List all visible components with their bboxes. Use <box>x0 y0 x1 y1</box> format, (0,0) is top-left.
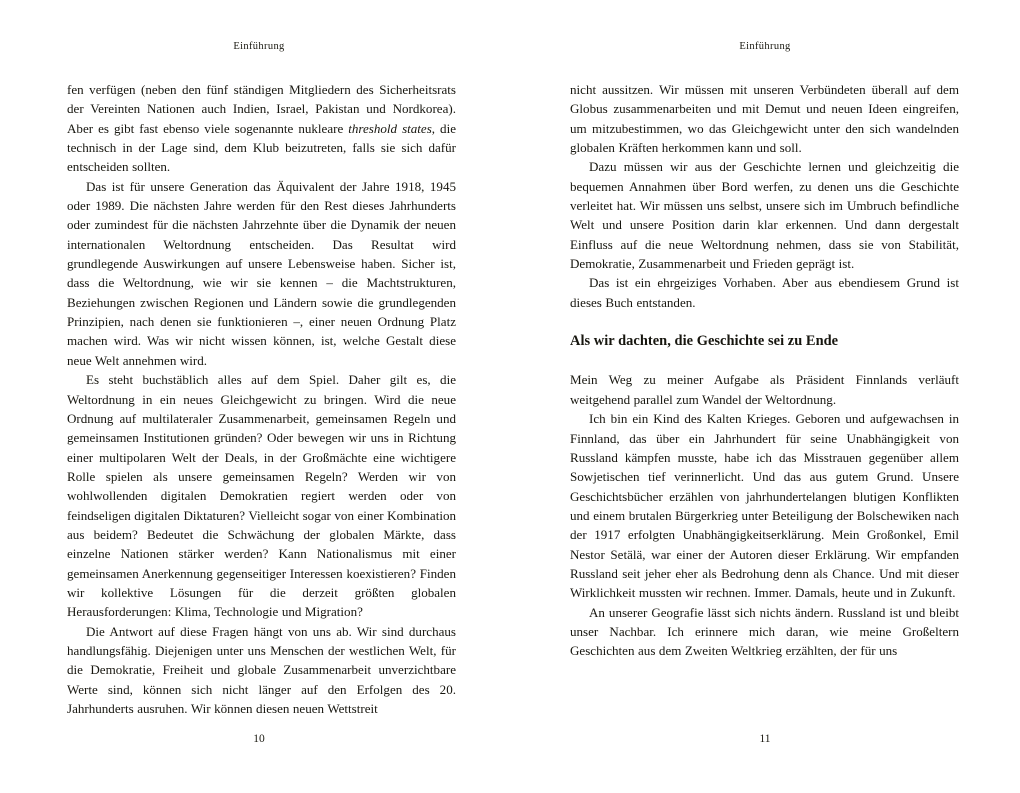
paragraph <box>67 80 456 177</box>
text-run: Es steht buchstäblich alles auf dem Spiel. Daher gilt es, die Weltordnung in ein neues Gleichgewicht zu bringen. Wird die neue Ordnung auf multilateraler Zusammenarbeit, gemeinsamen Regeln und gemeinsamen Institutionen gründen? Oder bewegen wir uns in Richtung einer multipolaren Welt der Deals, in der Großmächte eine wichtigere Rolle spielen als unsere gemeinsamen Regeln? Werden wir von wohlwollenden digitalen Demokratien regiert werden oder von feindseligen digitalen Diktaturen? Vielleicht sogar von einer Kombination aus beidem? Bedeutet die Schwächung der globalen Märkte, dass einzelne Nationen stärker werden? Kann Nationalismus mit einer gemeinsamen Anerkennung gegenseitiger Interessen koexistieren? Finden wir kollektive Lösungen für die derzeit größten globalen Herausforderungen: Klima, Technologie und Migration? <box>67 372 456 620</box>
paragraph <box>67 370 456 621</box>
paragraph <box>67 177 456 370</box>
text-run: Das ist ein ehrgeiziges Vorhaben. Aber aus ebendiesem Grund ist dieses Buch entstanden. <box>570 275 959 310</box>
text-run: An unserer Geografie lässt sich nichts ändern. Russland ist und bleibt unser Nachbar. Ich erinnere mich daran, wie meine Großeltern Geschichten aus dem Zweiten Weltkrieg erzählten, der für uns <box>570 604 959 659</box>
text-run: Mein Weg zu meiner Aufgabe als Präsident Finnlands verläuft weitgehend parallel zum Wandel der Weltordnung. <box>570 372 959 407</box>
paragraph <box>570 409 959 602</box>
text-run: Die Antwort auf diese Fragen hängt von uns ab. Wir sind durchaus handlungsfähig. Diejenigen unter uns Menschen der westlichen Welt, für die Demokratie, Freiheit und globale Zusammenarbeit unverzichtbare Werte sind, können sich nicht länger auf den Erfolgen des 20. Jahrhunderts ausruhen. Wir können diesen neuen Wettstreit <box>67 623 456 716</box>
running-head-left: Einführung <box>233 41 285 52</box>
emphasis-term: threshold states <box>348 120 432 136</box>
text-run: Dazu müssen wir aus der Geschichte lernen und gleichzeitig die bequemen Annahmen über Bord werfen, zu denen uns die Geschichte verleitet hat. Wir müssen uns selbst, unsere sich im Umbruch befindliche Welt und unsere Position darin klar erkennen. Und dann dergestalt Einfluss auf die neue Weltordnung nehmen, dass sie von Stabilität, Demokratie, Zusammenarbeit und Frieden geprägt ist. <box>570 159 959 272</box>
paragraph <box>570 157 959 273</box>
text-column-left <box>67 80 456 718</box>
text-run: , die technisch in der Lage sind, dem Klub beizutreten, falls sie sich dafür entscheiden sollten. <box>67 120 456 175</box>
paragraph <box>67 622 456 719</box>
page-number-right: 11 <box>759 733 771 745</box>
page-number-left: 10 <box>253 733 265 745</box>
text-run: Das ist für unsere Generation das Äquivalent der Jahre 1918, 1945 oder 1989. Die nächsten Jahre werden für den Rest dieses Jahrhunderts oder zumindest für die nächsten Jahrzehnte über die Dynamik der neuen internationalen Weltordnung entscheiden. Das Resultat wird grundlegende Auswirkungen auf unsere Lebensweise haben. Sicher ist, dass die Weltordnung, wie wir sie kennen – die Machtstrukturen, Beziehungen zwischen Regionen und Ländern sowie die grundlegenden Prinzipien, nach denen sie funktionieren –, einer neuen Ordnung Platz machen wird. Was wir nicht wissen können, ist, welche Gestalt diese neue Welt annehmen wird. <box>67 178 456 368</box>
text-column-right <box>570 80 959 661</box>
paragraph <box>570 273 959 312</box>
paragraph <box>570 80 959 157</box>
section-heading: Als wir dachten, die Geschichte sei zu Ende <box>570 333 839 350</box>
paragraph <box>570 603 959 661</box>
text-run: fen verfügen (neben den fünf ständigen Mitgliedern des Sicherheitsrats der Vereinten Nationen auch Indien, Israel, Pakistan und Nordkorea). Aber es gibt fast ebenso viele sogenannte nukleare <box>67 82 456 136</box>
running-head-right: Einführung <box>739 41 791 52</box>
paragraph <box>570 370 959 409</box>
text-run: nicht aussitzen. Wir müssen mit unseren Verbündeten überall auf dem Globus zusammenarbeiten und mit Demut und neuen Ideen eingreifen, um mitzubestimmen, wo das Gleichgewicht unter den sich wandelnden globalen Kräften herkommen kann und soll. <box>570 82 959 156</box>
text-run: Ich bin ein Kind des Kalten Krieges. Geboren und aufgewachsen in Finnland, das über ein Jahrhundert für seine Unabhängigkeit von Russland kämpfen musste, habe ich das Misstrauen gegenüber allem Sowjetischen tief verinnerlicht. Und das aus gutem Grund. Unsere Geschichtsbücher erzählen von jahrhundertelangen blutigen Konflikten und einem brutalen Bürgerkrieg unter Beteiligung der Bolschewiken nach der 1917 erfolgten Unabhängigkeitserklärung. Mein Großonkel, Emil Nestor Setälä, war einer der Autoren dieser Erklärung. Wir empfanden Russland seit jeher eher als Bedrohung denn als Chance. Und mit dieser Wirklichkeit mussten wir rechnen. Immer. Damals, heute und in Zukunft. <box>570 411 959 601</box>
page-right <box>510 0 1020 793</box>
